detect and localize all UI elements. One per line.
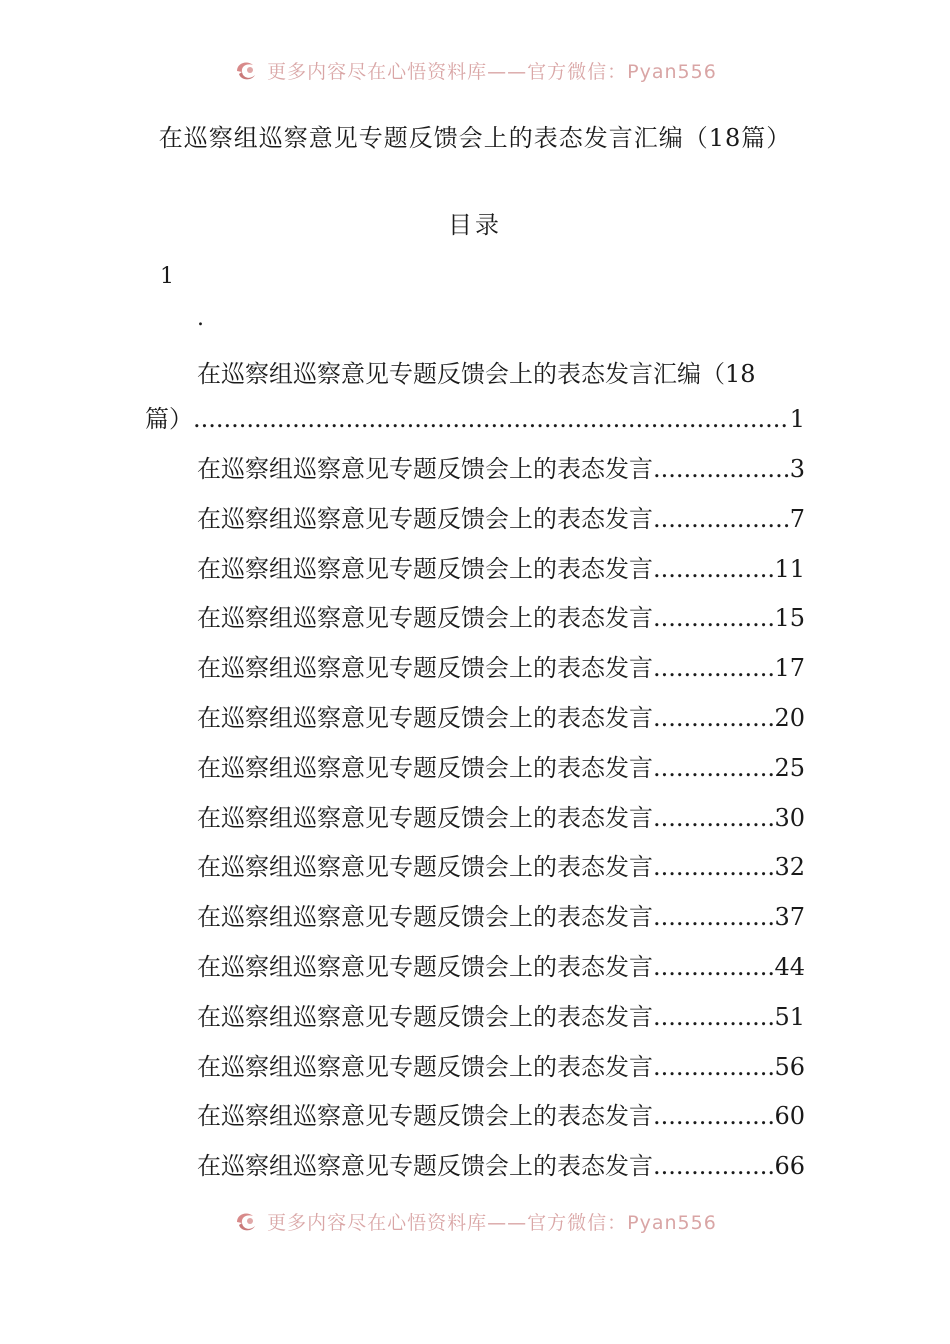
toc-entry-text: 在巡察组巡察意见专题反馈会上的表态发言 (197, 504, 653, 533)
toc-dot-leader (653, 495, 790, 545)
toc-dot-leader (653, 1142, 774, 1192)
toc-page-number: 51 (774, 1002, 805, 1031)
toc-entry[interactable] (197, 1142, 805, 1192)
toc-list (197, 445, 805, 1192)
toc-entry-first[interactable] (145, 352, 805, 442)
footer-watermark (0, 1205, 950, 1237)
toc-dot-leader (193, 396, 790, 442)
toc-page-number: 66 (774, 1152, 805, 1181)
toc-entry[interactable] (197, 594, 805, 644)
toc-page-number: 11 (774, 554, 805, 583)
toc-page-number: 37 (774, 903, 805, 932)
toc-entry-text: 在巡察组巡察意见专题反馈会上的表态发言 (197, 654, 653, 683)
toc-page-number: 7 (789, 504, 805, 533)
toc-entry-text: 在巡察组巡察意见专题反馈会上的表态发言 (197, 554, 653, 583)
toc-entry-first-line1: 在巡察组巡察意见专题反馈会上的表态发言汇编（18 (197, 360, 756, 388)
toc-dot-leader (653, 644, 774, 694)
toc-entry-text: 在巡察组巡察意见专题反馈会上的表态发言 (197, 903, 653, 932)
toc-entry-text: 在巡察组巡察意见专题反馈会上的表态发言 (197, 853, 653, 882)
list-number: 1 (160, 264, 174, 289)
header-watermark (0, 54, 950, 86)
watermark-text: 更多内容尽在心悟资料库——官方微信：Pyan556 (267, 60, 717, 83)
toc-page-number: 60 (774, 1102, 805, 1131)
toc-page-number: 17 (774, 654, 805, 683)
list-dot: . (197, 306, 204, 331)
toc-page-number: 25 (774, 753, 805, 782)
document-title: 在巡察组巡察意见专题反馈会上的表态发言汇编（18篇） (158, 124, 792, 152)
toc-entry-first-text: 篇） (145, 405, 193, 433)
brand-logo-icon (233, 1208, 259, 1234)
toc-dot-leader (653, 1043, 774, 1093)
toc-page-number: 30 (774, 803, 805, 832)
toc-dot-leader (653, 744, 774, 794)
toc-entry-first-line2 (145, 396, 805, 442)
toc-dot-leader (653, 993, 774, 1043)
watermark-text: 更多内容尽在心悟资料库——官方微信：Pyan556 (267, 1211, 717, 1234)
toc-dot-leader (653, 445, 790, 495)
toc-dot-leader (653, 545, 774, 595)
toc-page-number: 15 (774, 604, 805, 633)
toc-page-number: 32 (774, 853, 805, 882)
toc-entry[interactable] (197, 993, 805, 1043)
toc-entry[interactable] (197, 893, 805, 943)
toc-dot-leader (653, 893, 774, 943)
toc-entry[interactable] (197, 545, 805, 595)
toc-entry[interactable] (197, 1092, 805, 1142)
toc-entry[interactable] (197, 644, 805, 694)
toc-entry-text: 在巡察组巡察意见专题反馈会上的表态发言 (197, 703, 653, 732)
toc-entry-text: 在巡察组巡察意见专题反馈会上的表态发言 (197, 1002, 653, 1031)
toc-entry[interactable] (197, 843, 805, 893)
toc-page-number: 44 (774, 952, 805, 981)
toc-page-number: 56 (774, 1052, 805, 1081)
toc-entry-text: 在巡察组巡察意见专题反馈会上的表态发言 (197, 1102, 653, 1131)
toc-entry[interactable] (197, 1043, 805, 1093)
toc-dot-leader (653, 843, 774, 893)
toc-entry[interactable] (197, 744, 805, 794)
toc-entry-text: 在巡察组巡察意见专题反馈会上的表态发言 (197, 1052, 653, 1081)
brand-logo-icon (233, 57, 259, 83)
toc-entry-text: 在巡察组巡察意见专题反馈会上的表态发言 (197, 455, 653, 483)
toc-entry-text: 在巡察组巡察意见专题反馈会上的表态发言 (197, 952, 653, 981)
toc-entry[interactable] (197, 694, 805, 744)
toc-dot-leader (653, 694, 774, 744)
toc-page-number: 3 (789, 455, 805, 483)
toc-dot-leader (653, 594, 774, 644)
toc-entry-text: 在巡察组巡察意见专题反馈会上的表态发言 (197, 604, 653, 633)
toc-dot-leader (653, 794, 774, 844)
toc-entry[interactable] (197, 495, 805, 545)
toc-dot-leader (653, 943, 774, 993)
toc-page-number: 20 (774, 703, 805, 732)
toc-entry[interactable] (197, 794, 805, 844)
toc-entry[interactable] (197, 943, 805, 993)
toc-entry-text: 在巡察组巡察意见专题反馈会上的表态发言 (197, 753, 653, 782)
toc-dot-leader (653, 1092, 774, 1142)
toc-page-number: 1 (789, 405, 805, 433)
toc-heading: 目录 (448, 211, 502, 239)
toc-entry-text: 在巡察组巡察意见专题反馈会上的表态发言 (197, 803, 653, 832)
toc-entry-text: 在巡察组巡察意见专题反馈会上的表态发言 (197, 1152, 653, 1181)
toc-entry[interactable] (197, 445, 805, 495)
